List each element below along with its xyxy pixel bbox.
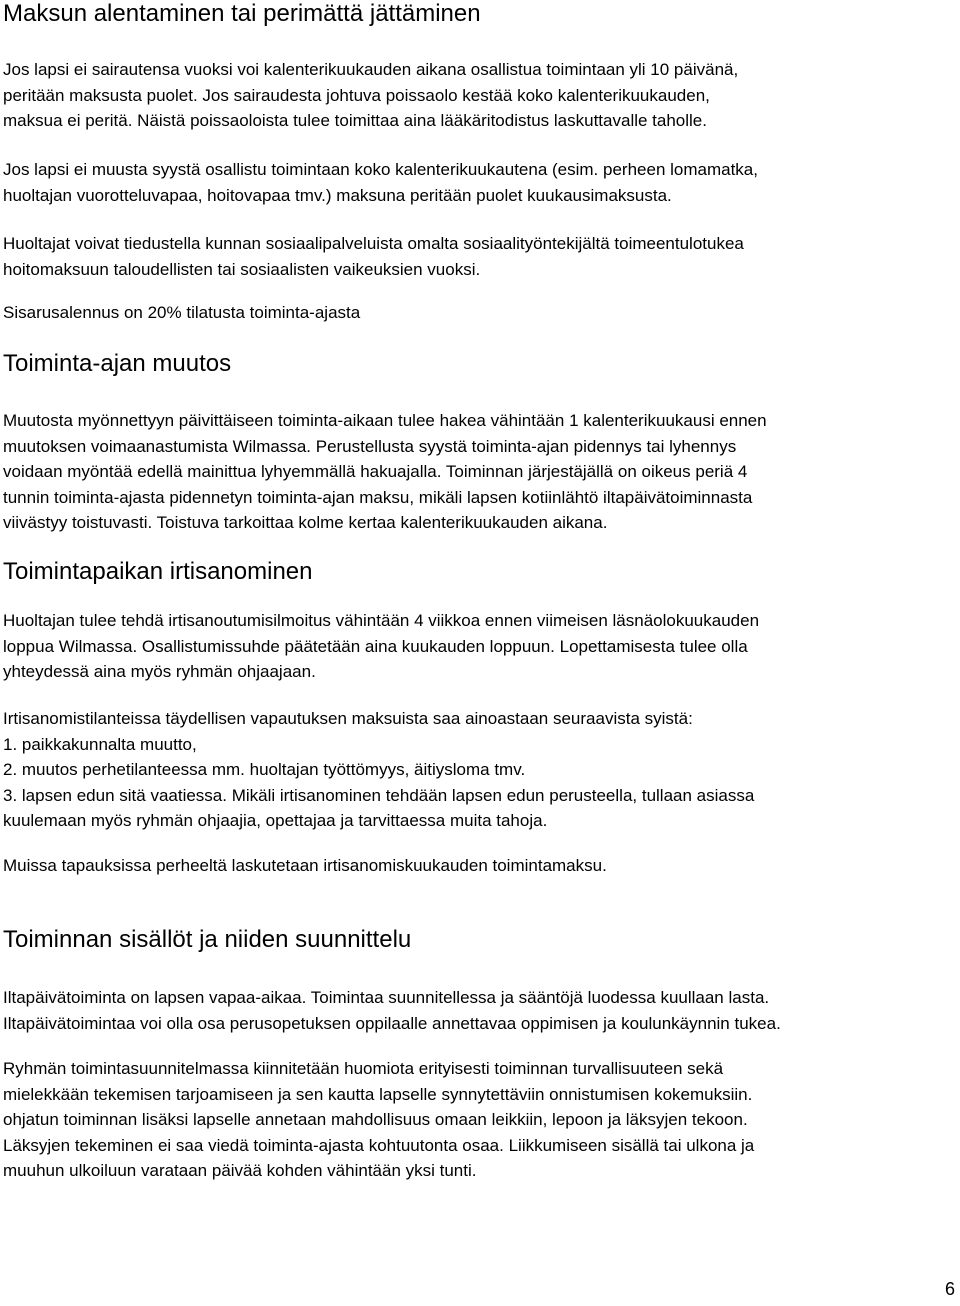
text-line: Irtisanomistilanteissa täydellisen vapautuksen maksuista saa ainoastaan seuraavista syistä: — [3, 709, 693, 728]
text-line: yhteydessä aina myös ryhmän ohjaajaan. — [3, 662, 316, 681]
paragraph-exemption-reasons — [3, 706, 958, 834]
paragraph-group-plan — [3, 1056, 958, 1184]
list-item: 2. muutos perhetilanteessa mm. huoltajan työttömyys, äitiysloma tmv. — [3, 760, 526, 779]
text-line: loppua Wilmassa. Osallistumissuhde päätetään aina kuukauden loppuun. Lopettamisesta tulee olla — [3, 636, 748, 656]
text-line: mielekkään tekemisen tarjoamiseen ja sen kautta lapselle synnytettäviin onnistumisen kokemuksiin. — [3, 1084, 753, 1104]
paragraph-termination-notice — [3, 608, 958, 685]
text-line: huoltajan vuorotteluvapaa, hoitovapaa tmv.) maksuna peritään puolet kuukausimaksusta. — [3, 185, 672, 205]
heading-time-change: Toiminta-ajan muutos — [3, 350, 232, 377]
text-line: Sisarusalennus on 20% tilatusta toiminta-ajasta — [3, 303, 361, 322]
paragraph-social-support — [3, 231, 958, 282]
text-line: peritään maksusta puolet. Jos sairaudesta johtuva poissaolo kestää koko kalenterikuukauden, — [3, 85, 710, 105]
heading-fee-reduction: Maksun alentaminen tai perimättä jättäminen — [3, 0, 481, 27]
text-line: hoitomaksuun taloudellisten tai sosiaalisten vaikeuksien vuoksi. — [3, 259, 481, 279]
text-line: Muutosta myönnettyyn päivittäiseen toiminta-aikaan tulee hakea vähintään 1 kalenterikuukausi ennen — [3, 411, 767, 430]
heading-content-planning: Toiminnan sisällöt ja niiden suunnittelu — [3, 926, 412, 953]
paragraph-other-cases — [3, 853, 958, 879]
text-line: muuhun ulkoiluun varataan päivää kohden vähintään yksi tunti. — [3, 1161, 477, 1180]
text-line: Läksyjen tekeminen ei saa viedä toiminta-ajasta kohtuutonta osaa. Liikkumiseen sisällä tai ulkona ja — [3, 1135, 755, 1155]
list-item: 1. paikkakunnalta muutto, — [3, 734, 197, 754]
text-line: Jos lapsi ei muusta syystä osallistu toimintaan koko kalenterikuukautena (esim. perheen lomamatka, — [3, 160, 758, 179]
text-line: ohjatun toiminnan lisäksi lapselle annetaan mahdollisuus omaan leikkiin, lepoon ja läksyjen tekoon. — [3, 1110, 748, 1129]
paragraph-other-absence — [3, 157, 958, 208]
text-line: kuulemaan myös ryhmän ohjaajia, opettajaa ja tarvittaessa muita tahoja. — [3, 811, 548, 830]
text-line: viivästyy toistuvasti. Toistuva tarkoittaa kolme kertaa kalenterikuukauden aikana. — [3, 513, 608, 532]
text-line: maksua ei peritä. Näistä poissaoloista tulee toimittaa aina lääkäritodistus laskuttavalle taholle. — [3, 111, 707, 130]
paragraph-free-time — [3, 985, 958, 1036]
text-line: voidaan myöntää edellä mainittua lyhyemmällä hakuajalla. Toiminnan järjestäjällä on oikeus periä 4 — [3, 462, 748, 481]
text-line: Iltapäivätoiminta on lapsen vapaa-aikaa. Toimintaa suunnitellessa ja sääntöjä luodessa kuullaan lasta. — [3, 988, 770, 1007]
text-line: Huoltajat voivat tiedustella kunnan sosiaalipalveluista omalta sosiaalityöntekijältä toimeentulotukea — [3, 234, 744, 253]
text-line: Muissa tapauksissa perheeltä laskutetaan irtisanomiskuukauden toimintamaksu. — [3, 856, 607, 875]
list-item: 3. lapsen edun sitä vaatiessa. Mikäli irtisanominen tehdään lapsen edun perusteella, tullaan asiassa — [3, 785, 755, 805]
paragraph-sick-absence — [3, 57, 958, 134]
page-number: 6 — [944, 1279, 955, 1299]
text-line: muutoksen voimaanastumista Wilmassa. Perustellusta syystä toiminta-ajan pidennys tai lyhennys — [3, 436, 737, 456]
text-line: Jos lapsi ei sairautensa vuoksi voi kalenterikuukauden aikana osallistua toimintaan yli 10 päivänä, — [3, 60, 739, 79]
heading-termination: Toimintapaikan irtisanominen — [3, 558, 313, 585]
text-line: tunnin toiminta-ajasta pidennetyn toiminta-ajan maksu, mikäli lapsen kotiinlähtö iltapäivätoiminnasta — [3, 487, 753, 507]
text-line: Ryhmän toimintasuunnitelmassa kiinnitetään huomiota erityisesti toiminnan turvallisuuteen sekä — [3, 1059, 724, 1078]
paragraph-sibling-discount — [3, 300, 958, 326]
text-line: Huoltajan tulee tehdä irtisanoutumisilmoitus vähintään 4 viikkoa ennen viimeisen läsnäolokuukauden — [3, 611, 760, 630]
paragraph-time-change — [3, 408, 958, 536]
text-line: Iltapäivätoimintaa voi olla osa perusopetuksen oppilaalle annettavaa oppimisen ja koulunkäynnin tukea. — [3, 1013, 781, 1033]
